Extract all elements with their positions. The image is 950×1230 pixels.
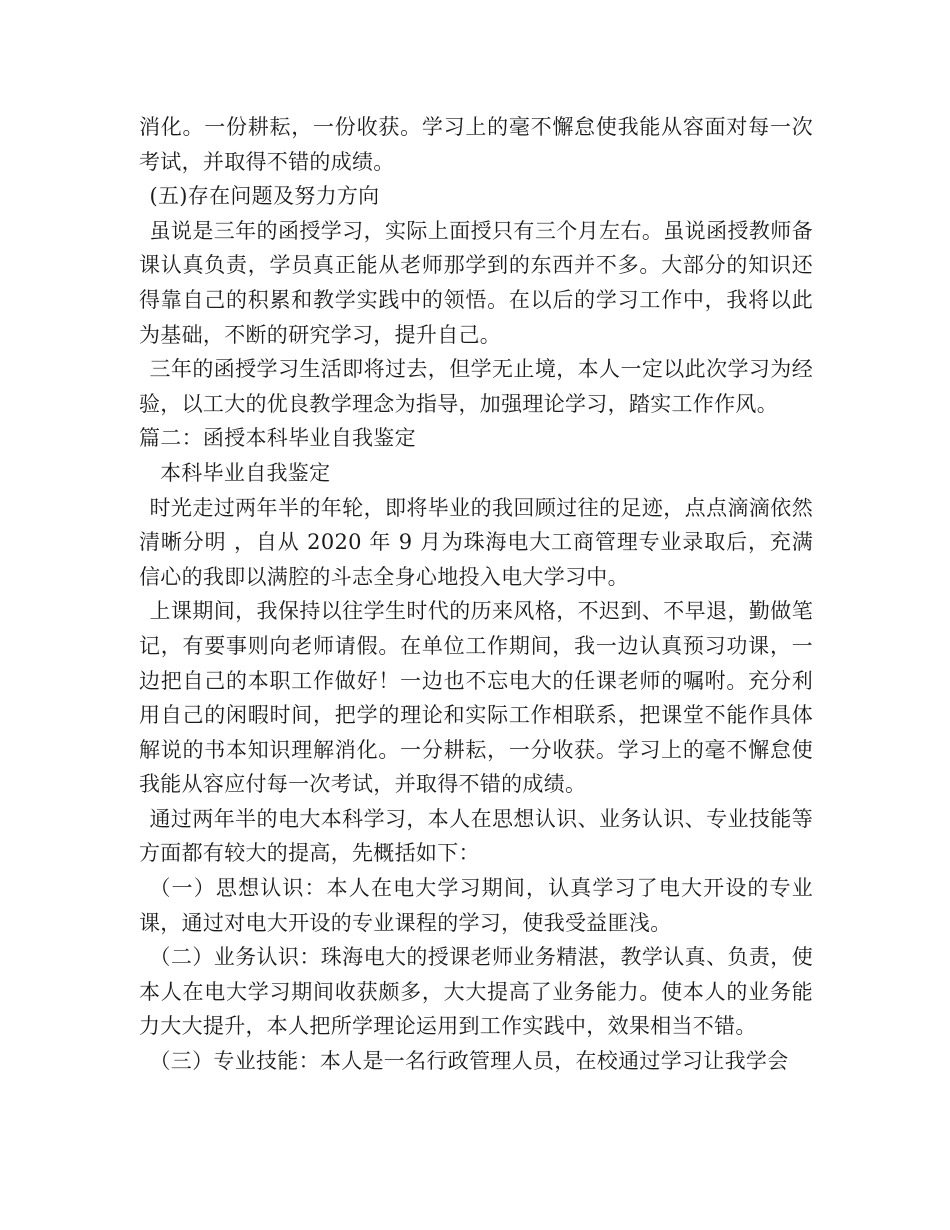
paragraph: 上课期间，我保持以往学生时代的历来风格，不迟到、不早退，勤做笔记，有要事则向老师请假。在单位工作期间，我一边认真预习功课，一边把自己的本职工作做好！一边也不忘电大的任课老师的嘱咐。充分利用自己的闲暇时间，把学的理论和实际工作相联系，把课堂不能作具体解说的书本知识理解消化。一分耕耘，一分收获。学习上的毫不懈怠使我能从容应付每一次考试，并取得不错的成绩。 [139, 599, 813, 797]
paragraph: 时光走过两年半的年轮，即将毕业的我回顾过往的足迹，点点滴滴依然清晰分明 ，自从 2020 年 9 月为珠海电大工商管理专业录取后，充满信心的我即以满腔的斗志全身心地投入电大学习中。 [139, 495, 813, 589]
paragraph: 虽说是三年的函授学习，实际上面授只有三个月左右。虽说函授教师备课认真负责，学员真正能从老师那学到的东西并不多。大部分的知识还得靠自己的积累和教学实践中的领悟。在以后的学习工作中，我将以此为基础，不断的研究学习，提升自己。 [139, 218, 813, 347]
list-item-ideology: （一）思想认识：本人在电大学习期间，认真学习了电大开设的专业课，通过对电大开设的专业课程的学习，使我受益匪浅。 [139, 876, 813, 935]
list-item-business: （二）业务认识：珠海电大的授课老师业务精湛，教学认真、负责，使本人在电大学习期间收获颇多，大大提高了业务能力。使本人的业务能力大大提升，本人把所学理论运用到工作实践中，效果相当不错。 [139, 945, 813, 1039]
list-item-skills: （三）专业技能：本人是一名行政管理人员，在校通过学习让我学会 [149, 1049, 789, 1074]
chapter-title: 本科毕业自我鉴定 [160, 460, 331, 485]
document-body [139, 110, 813, 1079]
paragraph: 通过两年半的电大本科学习，本人在思想认识、业务认识、专业技能等方面都有较大的提高，先概括如下： [139, 806, 813, 866]
paragraph: 三年的函授学习生活即将过去，但学无止境，本人一定以此次学习为经验，以工大的优良教学理念为指导，加强理论学习，踏实工作作风。 [139, 357, 813, 416]
chapter-heading: 篇二：函授本科毕业自我鉴定 [139, 426, 416, 451]
section-heading-problems: (五)存在问题及努力方向 [149, 184, 380, 209]
paragraph-continued: 消化。一份耕耘，一份收获。学习上的毫不懈怠使我能从容面对每一次考试，并取得不错的成绩。 [139, 115, 813, 174]
